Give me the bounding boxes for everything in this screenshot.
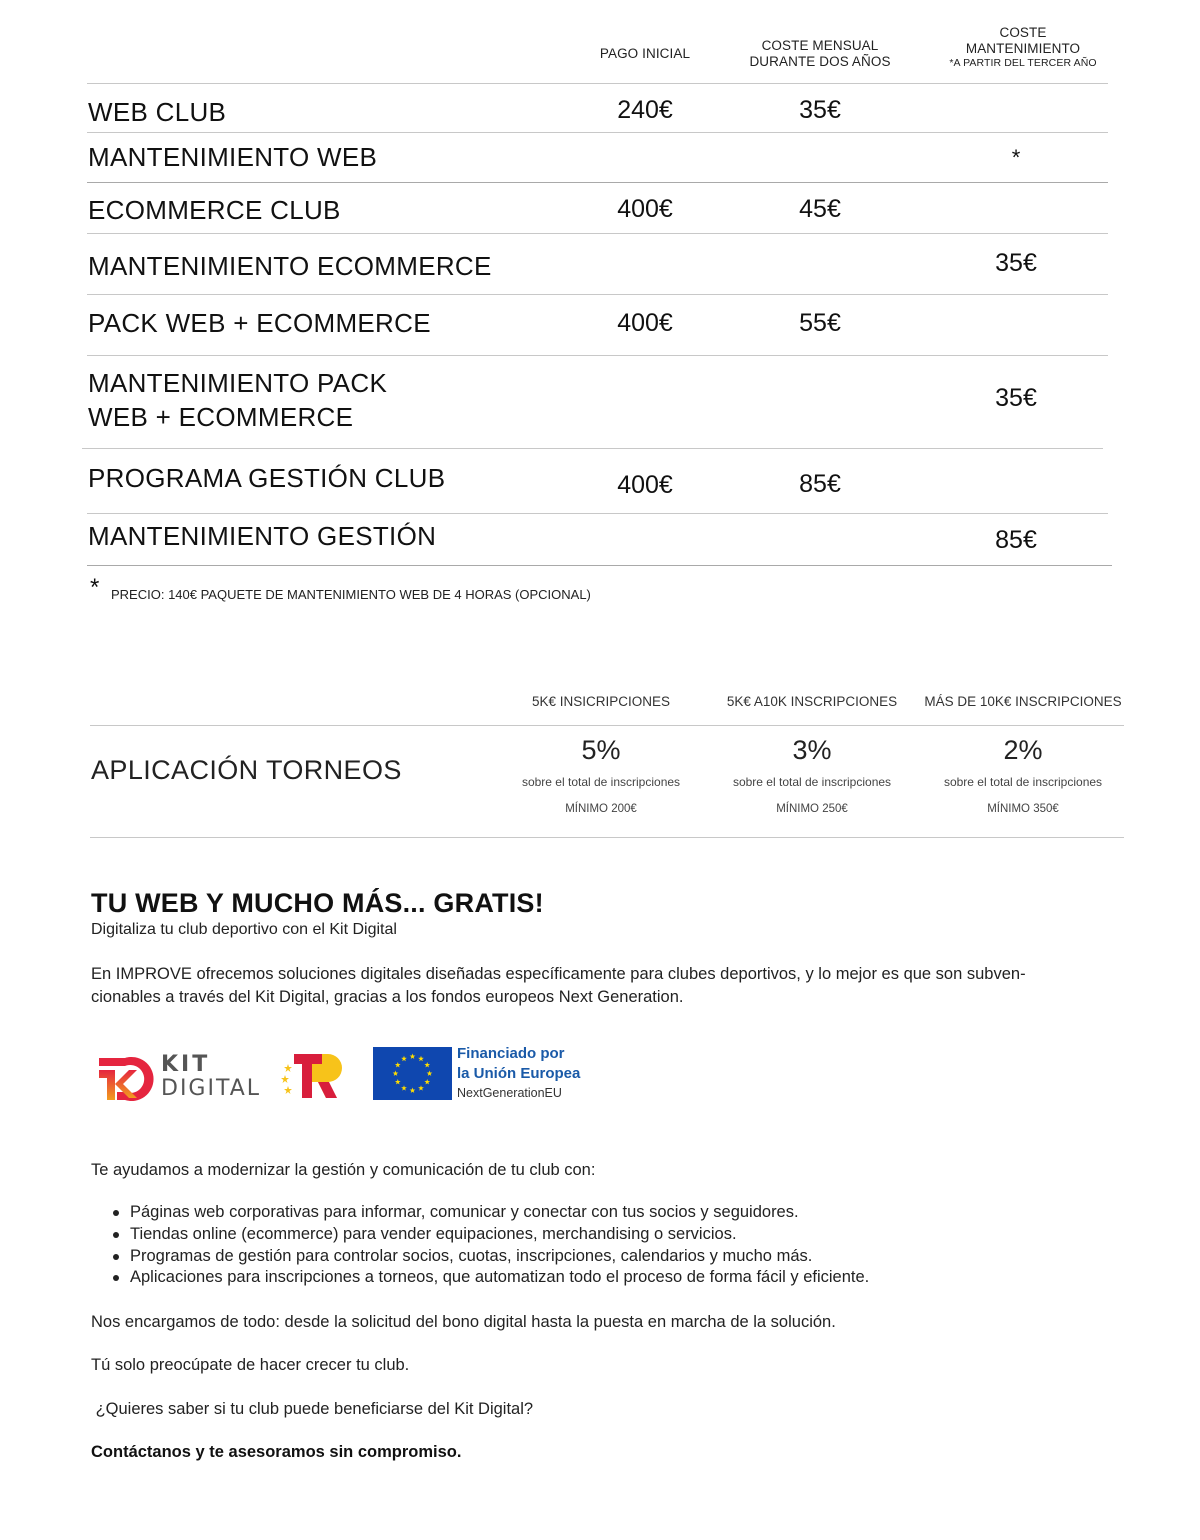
pago-inicial-value: 400€ [617,195,673,223]
coste-mensual-value: 55€ [799,309,841,337]
coste-mantenimiento-value: 35€ [995,384,1037,412]
bullet-icon [113,1232,119,1238]
paragraph-all-included: Nos encargamos de todo: desde la solicitud del bono digital hasta la puesta en marcha de la solución. [91,1313,836,1331]
eu-star-icon [395,1079,401,1084]
row-label: MANTENIMIENTO WEB [88,142,378,172]
kit-digital-line2: DIGITAL [161,1076,262,1101]
row-label: ECOMMERCE CLUB [88,195,341,225]
torneos-label: APLICACIÓN TORNEOS [91,755,402,785]
recovery-plan-logo [280,1050,342,1102]
coste-mensual-value: 35€ [799,96,841,124]
footnote-text: PRECIO: 140€ PAQUETE DE MANTENIMIENTO WEB DE 4 HORAS (OPCIONAL) [111,587,591,602]
divider [87,355,1108,356]
eu-star-icon [410,1054,416,1059]
list-item-text: Tiendas online (ecommerce) para vender equipaciones, merchandising o servicios. [130,1224,737,1243]
list-item-text: Programas de gestión para controlar socios, cuotas, inscripciones, calendarios y mucho más. [130,1246,813,1265]
divider [87,83,1108,84]
eu-star-icon [427,1071,433,1076]
row-label [88,366,387,434]
list-item [110,1267,869,1289]
eu-line1: Financiado por [457,1045,565,1062]
row-label: WEB CLUB [88,97,227,127]
eu-star-icon [401,1056,407,1061]
tier-cell [496,732,706,817]
divider [87,182,1108,183]
eu-star-icon [418,1056,424,1061]
tier-minimum: MÍNIMO 200€ [565,803,637,815]
divider [87,233,1108,234]
eu-star-icon [424,1062,430,1067]
kit-digital-logo [95,1050,270,1102]
tier-description: sobre el total de inscripciones [521,775,681,789]
promo-subtitle: Digitaliza tu club deportivo con el Kit Digital [91,921,397,938]
coste-mantenimiento-value: 35€ [995,249,1037,277]
column-header-coste-mantenimiento-line2: MANTENIMIENTO [965,41,1081,56]
eu-star-icon [410,1088,416,1093]
row-label: PROGRAMA GESTIÓN CLUB [88,463,446,493]
tier-percent: 2% [1003,735,1043,765]
footnote-marker: * [90,574,100,601]
divider [87,513,1108,514]
eu-star-icon [393,1071,399,1076]
promo-intro-line2: cionables a través del Kit Digital, gracias a los fondos europeos Next Generation. [91,988,684,1006]
services-list [110,1202,869,1289]
bullet-icon [113,1275,119,1281]
divider [87,294,1108,295]
row-label-line2: WEB + ECOMMERCE [88,402,354,432]
eu-stars [373,1047,452,1100]
eu-line2: la Unión Europea [457,1065,581,1082]
tier-description: sobre el total de inscripciones [943,775,1103,789]
list-item-text: Páginas web corporativas para informar, comunicar y conectar con tus socios y seguidores. [130,1203,799,1221]
eu-flag-icon [373,1047,452,1100]
list-item-text: Aplicaciones para inscripciones a torneos, que automatizan todo el proceso de forma fácil y eficiente. [130,1268,870,1287]
promo-intro-line1: En IMPROVE ofrecemos soluciones digitales diseñadas específicamente para clubes deportivos, y lo mejor es que son subven- [91,965,1026,983]
kit-digital-line1: KIT [161,1052,211,1077]
column-header-coste-mantenimiento-line1: COSTE [999,25,1047,40]
coste-mensual-value: 85€ [799,470,841,498]
row-label-line1: MANTENIMIENTO PACK [88,368,388,398]
tier-header: 5K€ A10K INSCRIPCIONES [726,694,898,709]
cta-text: Contáctanos y te asesoramos sin compromiso. [91,1443,462,1461]
divider [90,837,1124,838]
eu-star-icon [401,1085,407,1090]
tier-minimum: MÍNIMO 250€ [776,803,848,815]
column-header-coste-mensual [730,38,910,70]
column-header-coste-mensual-line1: COSTE MENSUAL [761,38,879,53]
coste-mensual-value: 45€ [799,195,841,223]
coste-mantenimiento-value: 85€ [995,526,1037,554]
row-label: MANTENIMIENTO GESTIÓN [88,521,437,551]
tier-description: sobre el total de inscripciones [732,775,892,789]
question-text: ¿Quieres saber si tu club puede beneficiarse del Kit Digital? [91,1400,534,1418]
divider [82,448,1103,449]
tier-header: MÁS DE 10K€ INSCRIPCIONES [924,694,1122,709]
tier-cell [707,732,917,817]
eu-line3: NextGenerationEU [457,1086,562,1100]
column-header-coste-mantenimiento [938,25,1108,70]
eu-funding-text [457,1044,580,1102]
tier-cell [918,732,1128,817]
kit-digital-k-icon [95,1050,157,1102]
pago-inicial-value: 400€ [617,471,673,499]
row-label: MANTENIMIENTO ECOMMERCE [88,251,492,281]
divider [87,132,1108,133]
bullet-icon [113,1254,119,1260]
eu-star-icon [395,1062,401,1067]
list-item [110,1202,869,1224]
list-item [110,1224,869,1246]
tr-logo-icon [280,1050,342,1102]
column-header-note: *A PARTIR DEL TERCER AÑO [949,57,1097,69]
tier-percent: 5% [581,735,621,765]
paragraph-grow: Tú solo preocúpate de hacer crecer tu club. [91,1356,410,1374]
tier-percent: 3% [792,735,832,765]
promo-title: TU WEB Y MUCHO MÁS... GRATIS! [91,888,544,918]
column-header-pago-inicial: PAGO INICIAL [599,46,691,61]
eu-star-icon [424,1079,430,1084]
bullet-icon [113,1210,119,1216]
divider [87,565,1112,566]
column-header-coste-mensual-line2: DURANTE DOS AÑOS [749,54,891,69]
tier-header: 5K€ INSICRIPCIONES [531,694,671,709]
pago-inicial-value: 400€ [617,309,673,337]
tier-minimum: MÍNIMO 350€ [987,803,1059,815]
eu-star-icon [418,1085,424,1090]
row-label: PACK WEB + ECOMMERCE [88,308,431,338]
list-item [110,1246,869,1268]
promo-intro [91,963,1111,1009]
divider [90,725,1124,726]
pago-inicial-value: 240€ [617,96,673,124]
coste-mantenimiento-value: * [1011,145,1021,170]
list-intro: Te ayudamos a modernizar la gestión y comunicación de tu club con: [91,1161,596,1179]
